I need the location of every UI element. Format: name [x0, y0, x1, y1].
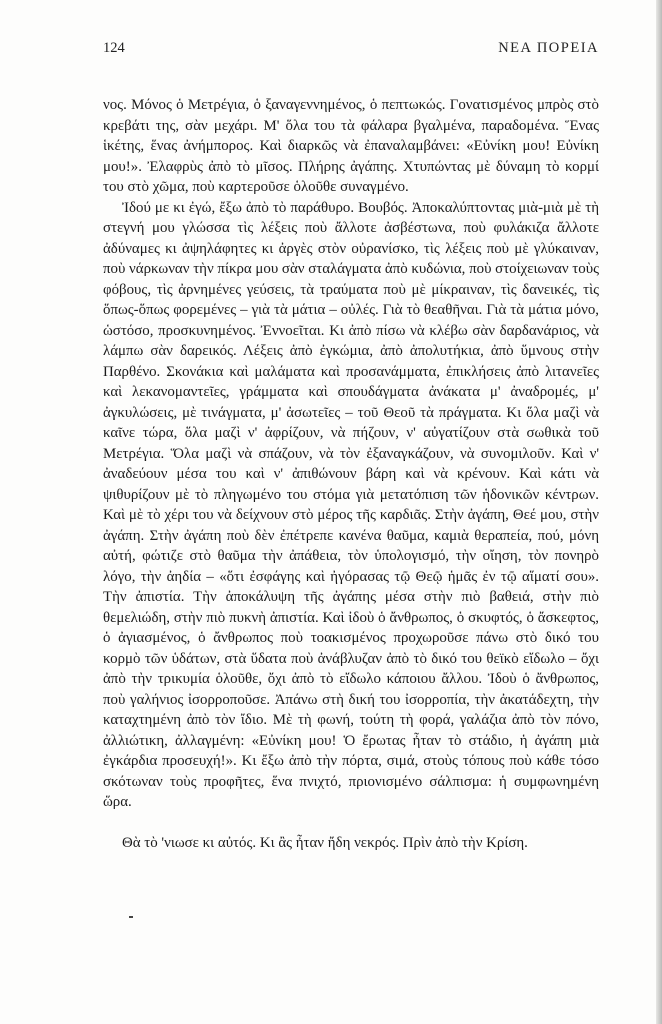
- running-head: ΝΕΑ ΠΟΡΕΙΑ: [498, 40, 599, 56]
- page-edge-shadow: [656, 0, 662, 1024]
- page-number: 124: [103, 40, 125, 56]
- body-text: [103, 95, 599, 853]
- stray-mark: [129, 916, 133, 918]
- paragraph-2: Ἰδού με κι ἐγώ, ἔξω ἀπὸ τὸ παράθυρο. Βουβός. Ἀποκαλύπτοντας μιὰ-μιὰ μὲ τὴ στεγνή μου γλώσσα τὶς λέξεις ποὺ ἄλλοτε ἀσβέστωνα, ποὺ φυλάκιζα ἄλλοτε ἀδύναμες κι ἀψηλάφητες κι ἀργὲς στὸν οὐρανίσκο, τὶς λέξεις ποὺ μὲ γλύκαιναν, ποὺ νάρκωναν τὴν πίκρα μου σὰν σταλάγματα ἀπὸ κυδώνια, ποὺ στοίχειωναν τοὺς φόβους, τὶς ἀρνημένες γεύσεις, τὰ τραύματα ποὺ μὲ μίκραιναν, τὶς δανεικές, τὶς ὅπως-ὅπως φορεμένες – γιὰ τὰ μάτια – οὐλές. Γιὰ τὸ θεαθῆναι. Γιὰ τὰ μάτια μόνο, ὡστόσο, προσκυνημένος. Ἐννοεῖται. Κι ἀπὸ πίσω νὰ κλέβω σὰν δαρδανάριος, νὰ λάμπω σὰν δαρεικός. Λέξεις ἀπὸ ἐγκώμια, ἀπὸ ἀπολυτήκια, ἀπὸ ὕμνους στὴν Παρθένο. Σκονάκια καὶ μαλάματα καὶ προσανάμματα, ἐπικλήσεις ἀπὸ λιτανεῖες καὶ λεκανομαντεῖες, γράμματα καὶ σπουδάγματα ἀνάκατα μ' ἀναδρομές, μ' ἀγκυλώσεις, μὲ τινάγματα, μ' ἀσωτεῖες – τοῦ Θεοῦ τὰ πράγματα. Κι ὅλα μαζὶ νὰ καῖνε τώρα, ὅλα μαζὶ ν' ἀφρίζουν, νὰ πήζουν, ν' αὐγατίζουν στὰ σωθικὰ τοῦ Μετρέγια. Ὅλα μαζὶ νὰ σπάζουν, νὰ τὸν ἐξαναγκάζουν, νὰ συνομιλοῦν. Καὶ ν' ἀναδεύουν μέσα του καὶ ν' ἀπιθώνουν βάρη καὶ νὰ κρένουν. Καὶ κάτι νὰ ψιθυρίζουν μὲ τὸ πληγωμένο του στόμα γιὰ μετατόπιση τῶν ἡδονικῶν κέντρων. Καὶ μὲ τὸ χέρι του νὰ δείχνουν στὸ μέρος τῆς καρδιᾶς. Στὴν ἀγάπη, Θεέ μου, στὴν ἀγάπη. Στὴν ἀγάπη ποὺ δὲν ἐπέτρεπε κανένα θαῦμα, καμιὰ θεραπεία, πού, μόνη αὐτή, φώτιζε στὸ θαῦμα τὴν ἀπάθεια, τὸν ὑπολογισμό, τὴν οἴηση, τὸν πονηρὸ λόγο, τὴν ἀηδία – «ὅτι ἐσφάγης καὶ ἠγόρασας τῷ Θεῷ ἡμᾶς ἐν τῷ αἵματί σου». Τὴν ἀπιστία. Τὴν ἀποκάλυψη τῆς ἀγάπης μέσα στὴν πιὸ βαθειά, στὴν πιὸ θεμελιώδη, στὴν πιὸ πυκνὴ ἀπιστία. Καὶ ἰδοὺ ὁ ἄνθρωπος, ὁ σκυφτός, ὁ ἄσκεφτος, ὁ ἀγιασμένος, ὁ ἄνθρωπος ποὺ τοακισμένος προχωροῦσε πάνω στὸ δικό του κορμὸ τῶν ὑδάτων, στὰ ὕδατα ποὺ ἀνάβλυζαν ἀπὸ τὸ δικό του θεϊκὸ εἴδωλο – ὄχι ἀπὸ τὴν τρικυμία ὁλοῦθε, ὄχι ἀπὸ τὸ εἴδωλο κάποιου ἄλλου. Ἰδοὺ ὁ ἄνθρωπος, ποὺ γαλήνιος ἰσορροποῦσε. Ἀπάνω στὴ δική του ἰσορροπία, τὴν ἀκατάδεχτη, τὴν καταχτημένη ἀπὸ τὸν ἴδιο. Μὲ τὴ φωνή, τούτη τὴ φορά, γαλάζια ἀπὸ τὸν πόνο, ἀλλιώτικη, ἀλλαγμένη: «Εὐνίκη μου! Ὁ ἔρωτας ἦταν τὸ στάδιο, ἡ ἀγάπη μιὰ ἐγκάρδια προσευχή!». Κι ἔξω ἀπὸ τὴν πόρτα, σιμά, στοὺς τόπους ποὺ κάθε τόσο σκότωναν τοὺς προφῆτες, ἕνα πνιχτό, πριονισμένο σάλπισμα: ἡ συμφωνημένη ὥρα.: [103, 199, 599, 810]
- paragraph-3: Θὰ τὸ 'νιωσε κι αὐτός. Κι ἂς ἦταν ἤδη νεκρός. Πρὶν ἀπὸ τὴν Κρίση.: [122, 834, 528, 851]
- page-header: [103, 40, 599, 62]
- paragraph-1: νος. Μόνος ὁ Μετρέγια, ὁ ξαναγεννημένος, ὁ πεπτωκώς. Γονατισμένος μπρὸς στὸ κρεβάτι της, σὰν μεχάρι. Μ' ὅλα του τὰ φάλαρα βγαλμένα, παραδομένα. Ἕνας ἱκέτης, ἕνας ἀνήμπορος. Καὶ διαρκῶς νὰ ἐπαναλαμβάνει: «Εὐνίκη μου! Εὐνίκη μου!». Ἐλαφρὺς ἀπὸ τὸ μῖσος. Πλήρης ἀγάπης. Χτυπώντας μὲ δύναμη τὸ κορμί του στὸ χῶμα, ποὺ καρτεροῦσε ὁλοῦθε συναγμένο.: [103, 97, 599, 195]
